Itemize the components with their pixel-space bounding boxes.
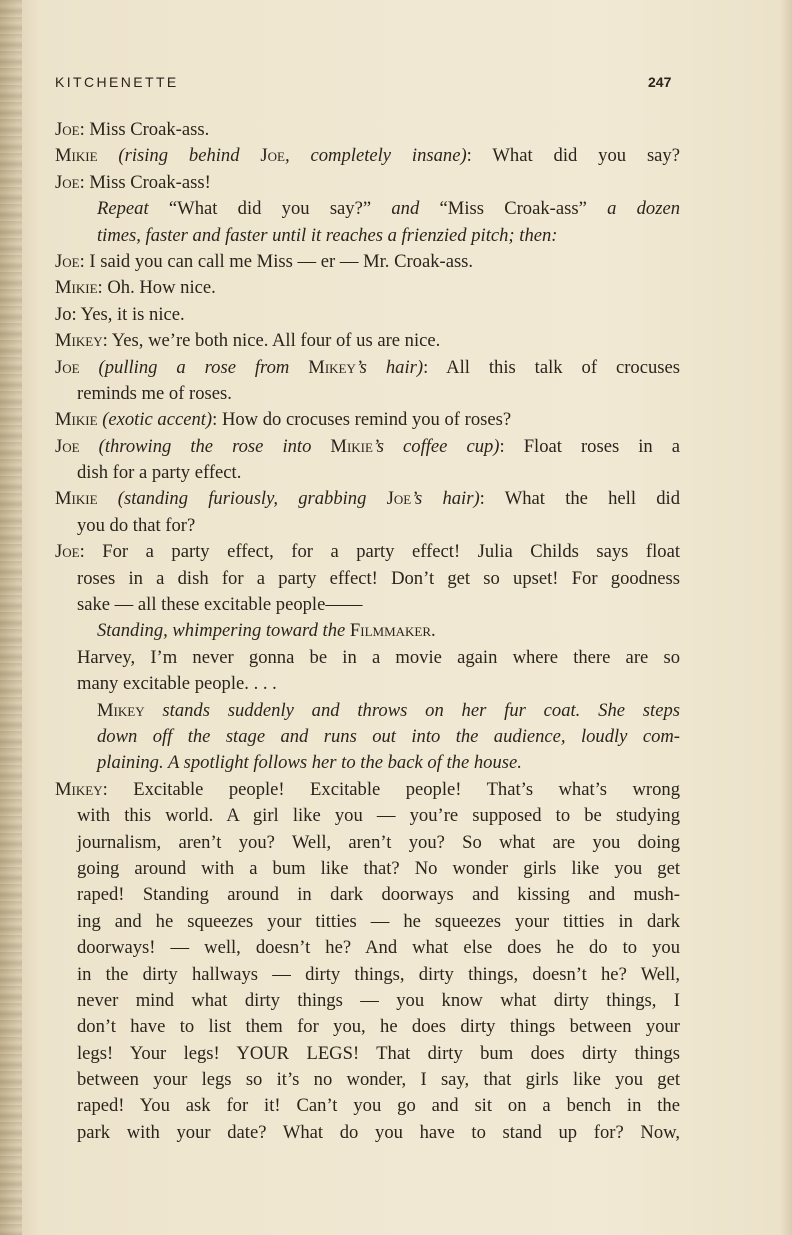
dialogue-text: never mind what dirty things — you know what dirty things, I [77,989,680,1011]
dialogue-text: : Oh. How nice. [97,277,216,299]
speaker-name: Joe [55,250,80,272]
script-line [55,935,680,961]
speaker-name: Joe [260,145,285,167]
dialogue-text: don’t have to list them for you, he does dirty things between your [77,1016,680,1038]
dialogue-text: with this world. A girl like you — you’re supposed to be studying [77,805,680,827]
dialogue-text: : Miss Croak-ass! [79,171,211,193]
speaker-name: Joe [55,435,80,457]
stage-direction: down off the stage and runs out into the audience, loudly com- [97,725,680,747]
dialogue-text: : What did you say? [466,145,680,167]
dialogue-text [80,357,99,378]
stage-direction: Standing, whimpering toward the [97,620,350,642]
stage-direction: (standing furiously, grabbing [117,488,387,510]
dialogue-text [98,145,119,166]
stage-direction: Repeat [97,198,169,220]
dialogue-text: : Excitable people! Excitable people! That’s what’s wrong [102,778,680,800]
stage-direction: a dozen [607,198,681,220]
dialogue-text: many excitable people. . . . [77,673,277,695]
script-line [55,407,680,433]
page-number: 247 [648,74,672,90]
script-line [55,1120,680,1146]
script-line [55,671,680,697]
dialogue-text: . [431,620,436,642]
dialogue-text: : All this talk of crocuses [423,356,680,378]
speaker-name: Mikie [55,277,98,299]
script-line [55,988,680,1014]
dialogue-text [145,700,163,721]
script-line [55,592,680,618]
script-line [55,275,680,301]
script-line [55,1041,680,1067]
stage-direction: (rising behind [118,145,261,167]
script-line [55,170,680,196]
speaker-name: Mikey [55,330,103,352]
stage-direction: times, faster and faster until it reaches a frienzied pitch; then: [97,224,558,246]
dialogue-text: legs! Your legs! YOUR LEGS! That dirty bum does dirty things [77,1042,680,1064]
script-line [55,777,680,803]
dialogue-text: raped! Standing around in dark doorways and kissing and mush- [77,884,680,906]
script-line [55,513,680,539]
dialogue-text [98,488,118,509]
speaker-name: Joe [55,541,80,563]
dialogue-text: : For a party effect, for a party effect! Julia Childs says float [79,541,680,563]
stage-direction: ’s coffee cup) [372,435,500,457]
script-line [55,566,680,592]
dialogue-text: “What did you say?” [168,198,392,220]
dialogue-text [80,436,99,457]
stage-direction: , completely insane) [284,145,467,167]
script-line [55,460,680,486]
stage-direction: stands suddenly and throws on her fur coat. She steps [162,699,680,721]
speaker-name: Mikie [55,409,98,431]
script-line [55,143,680,169]
speaker-name: Mikie [330,435,373,457]
dialogue-text: : How do crocuses remind you of roses? [212,409,512,431]
stage-direction: (throwing the rose into [98,435,331,457]
script-line [55,698,680,724]
dialogue-text: : Float roses in a [499,435,680,457]
dialogue-text: : I said you can call me Miss — er — Mr. Croak-ass. [79,250,474,272]
script-line [55,434,680,460]
speaker-name: Mikey [55,778,103,800]
script-line [55,856,680,882]
speaker-name: Filmmaker [349,620,432,642]
script-line [55,830,680,856]
dialogue-text: “Miss Croak-ass” [439,198,608,220]
dialogue-text: roses in a dish for a party effect! Don’t get so upset! For goodness [77,567,680,589]
dialogue-text: between your legs so it’s no wonder, I say, that girls like you get [77,1069,680,1091]
dialogue-text: reminds me of roses. [77,382,232,404]
script-line [55,223,680,249]
speaker-name: Joe [55,356,80,378]
dialogue-text: : Yes, we’re both nice. All four of us are nice. [102,330,441,352]
speaker-name: Mikie [55,145,98,167]
dialogue-text: Harvey, I’m never gonna be in a movie again where there are so [77,646,680,668]
speaker-name: Mikey [97,699,145,721]
dialogue-text: ing and he squeezes your titties — he squeezes your titties in dark [77,910,680,932]
script-line [55,249,680,275]
dialogue-text: doorways! — well, doesn’t he? And what else does he do to you [77,937,680,959]
script-line [55,196,680,222]
script-line [55,618,680,644]
speaker-name: Mikey [308,356,356,378]
script-line [55,302,680,328]
speaker-name: Joe [386,488,412,510]
script-line [55,355,680,381]
stage-direction: and [391,198,440,220]
dialogue-text: journalism, aren’t you? Well, aren’t you? So what are you doing [77,831,680,853]
script-line [55,1067,680,1093]
play-script-text [55,117,680,1146]
dialogue-text: Jo: Yes, it is nice. [55,303,185,325]
dialogue-text: park with your date? What do you have to stand up for? Now, [77,1121,680,1143]
dialogue-text: : What the hell did [479,488,680,510]
speaker-name: Joe [55,171,80,193]
dialogue-text: : Miss Croak-ass. [79,119,210,140]
script-line [55,803,680,829]
dialogue-text: going around with a bum like that? No wonder girls like you get [77,857,680,879]
stage-direction: (exotic accent) [102,409,213,431]
stage-direction: ’s hair) [411,488,480,510]
script-line [55,117,680,143]
script-line [55,645,680,671]
dialogue-text: raped! You ask for it! Can’t you go and sit on a bench in the [77,1095,680,1117]
script-line [55,486,680,512]
dialogue-text: dish for a party effect. [77,462,242,484]
script-line [55,962,680,988]
running-head: KITCHENETTE [55,74,179,90]
speaker-name: Joe [55,119,80,140]
page-gutter [0,0,22,1235]
script-line [55,328,680,354]
stage-direction: plaining. A spotlight follows her to the back of the house. [97,752,522,774]
script-line [55,882,680,908]
stage-direction: (pulling a rose from [98,356,309,378]
script-line [55,724,680,750]
script-line [55,381,680,407]
speaker-name: Mikie [55,488,98,510]
script-line [55,750,680,776]
dialogue-text: sake — all these excitable people—— [77,594,363,616]
script-line [55,539,680,565]
stage-direction: ’s hair) [355,356,424,378]
script-line [55,909,680,935]
script-line [55,1093,680,1119]
dialogue-text: you do that for? [77,514,196,536]
script-line [55,1014,680,1040]
dialogue-text: in the dirty hallways — dirty things, dirty things, doesn’t he? Well, [77,963,680,985]
